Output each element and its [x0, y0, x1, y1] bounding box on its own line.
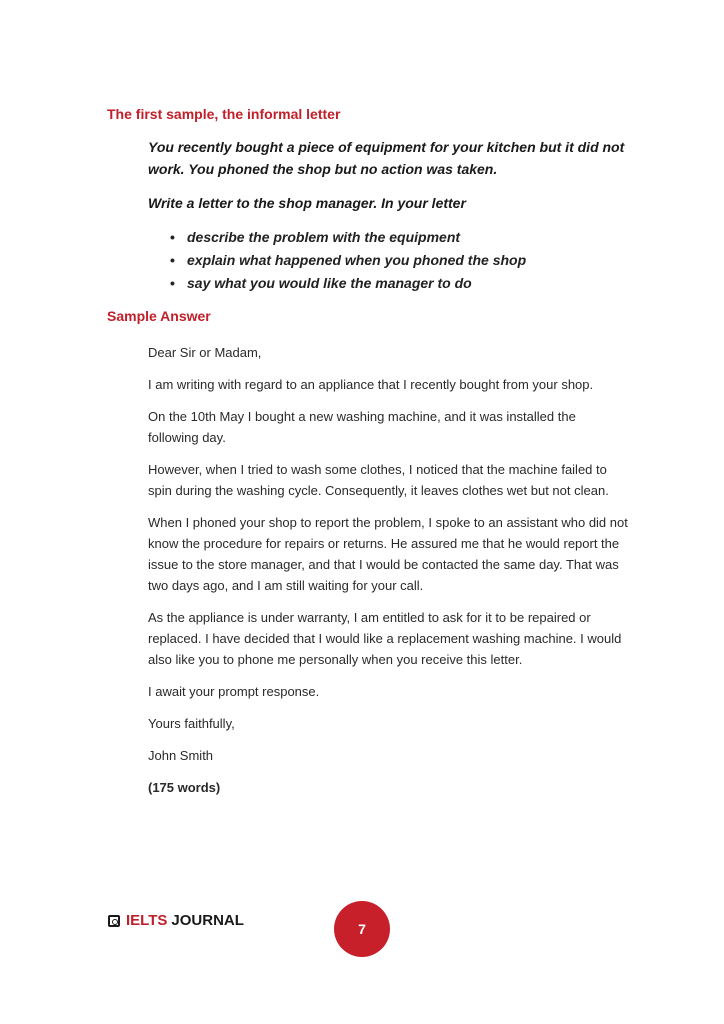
letter-paragraph: When I phoned your shop to report the problem, I spoke to an assistant who did not know the procedure for repairs or returns. He assured me that he would report the issue to the store manager, and that I would be contacted the same day. That was two days ago, and I am still waiting for your call.: [148, 515, 628, 593]
list-item: • explain what happened when you phoned the shop: [148, 249, 618, 272]
list-item: • describe the problem with the equipment: [148, 226, 618, 249]
task-instruction: Write a letter to the shop manager. In your letter: [148, 195, 466, 211]
letter-paragraph: As the appliance is under warranty, I am entitled to ask for it to be repaired or replaced. I have decided that I would like a replacement washing machine. I would also like you to phone me personally when you receive this letter.: [148, 610, 622, 667]
letter-salutation: Dear Sir or Madam,: [148, 345, 262, 360]
task-paragraph-1: [148, 136, 638, 180]
letter-signature: John Smith: [148, 748, 214, 763]
section-heading-sample-answer: Sample Answer: [107, 308, 211, 324]
word-count: (175 words): [148, 780, 221, 795]
instagram-icon: [108, 915, 120, 927]
task-paragraph-2: [148, 192, 638, 214]
task-bullet-list: [148, 226, 618, 295]
brand-name-journal: JOURNAL: [171, 912, 244, 929]
letter-paragraph: I await your prompt response.: [148, 684, 320, 699]
list-item: • say what you would like the manager to do: [148, 272, 618, 295]
letter-closing: Yours faithfully,: [148, 716, 235, 731]
letter-paragraph: On the 10th May I bought a new washing machine, and it was installed the following day.: [148, 409, 576, 445]
letter-paragraph: However, when I tried to wash some clothes, I noticed that the machine failed to spin during the washing cycle. Consequently, it leaves clothes wet but not clean.: [148, 462, 609, 498]
letter-paragraph: I am writing with regard to an appliance that I recently bought from your shop.: [148, 377, 594, 392]
brand-logo: [108, 912, 244, 929]
page-number-badge: 7: [334, 901, 390, 957]
brand-name-ielts: IELTS: [126, 912, 168, 929]
section-heading-informal-letter: The first sample, the informal letter: [107, 106, 341, 122]
sample-letter: [148, 342, 628, 809]
task-text: You recently bought a piece of equipment for your kitchen but it did not work. You phoned the shop but no action was taken.: [148, 139, 625, 177]
